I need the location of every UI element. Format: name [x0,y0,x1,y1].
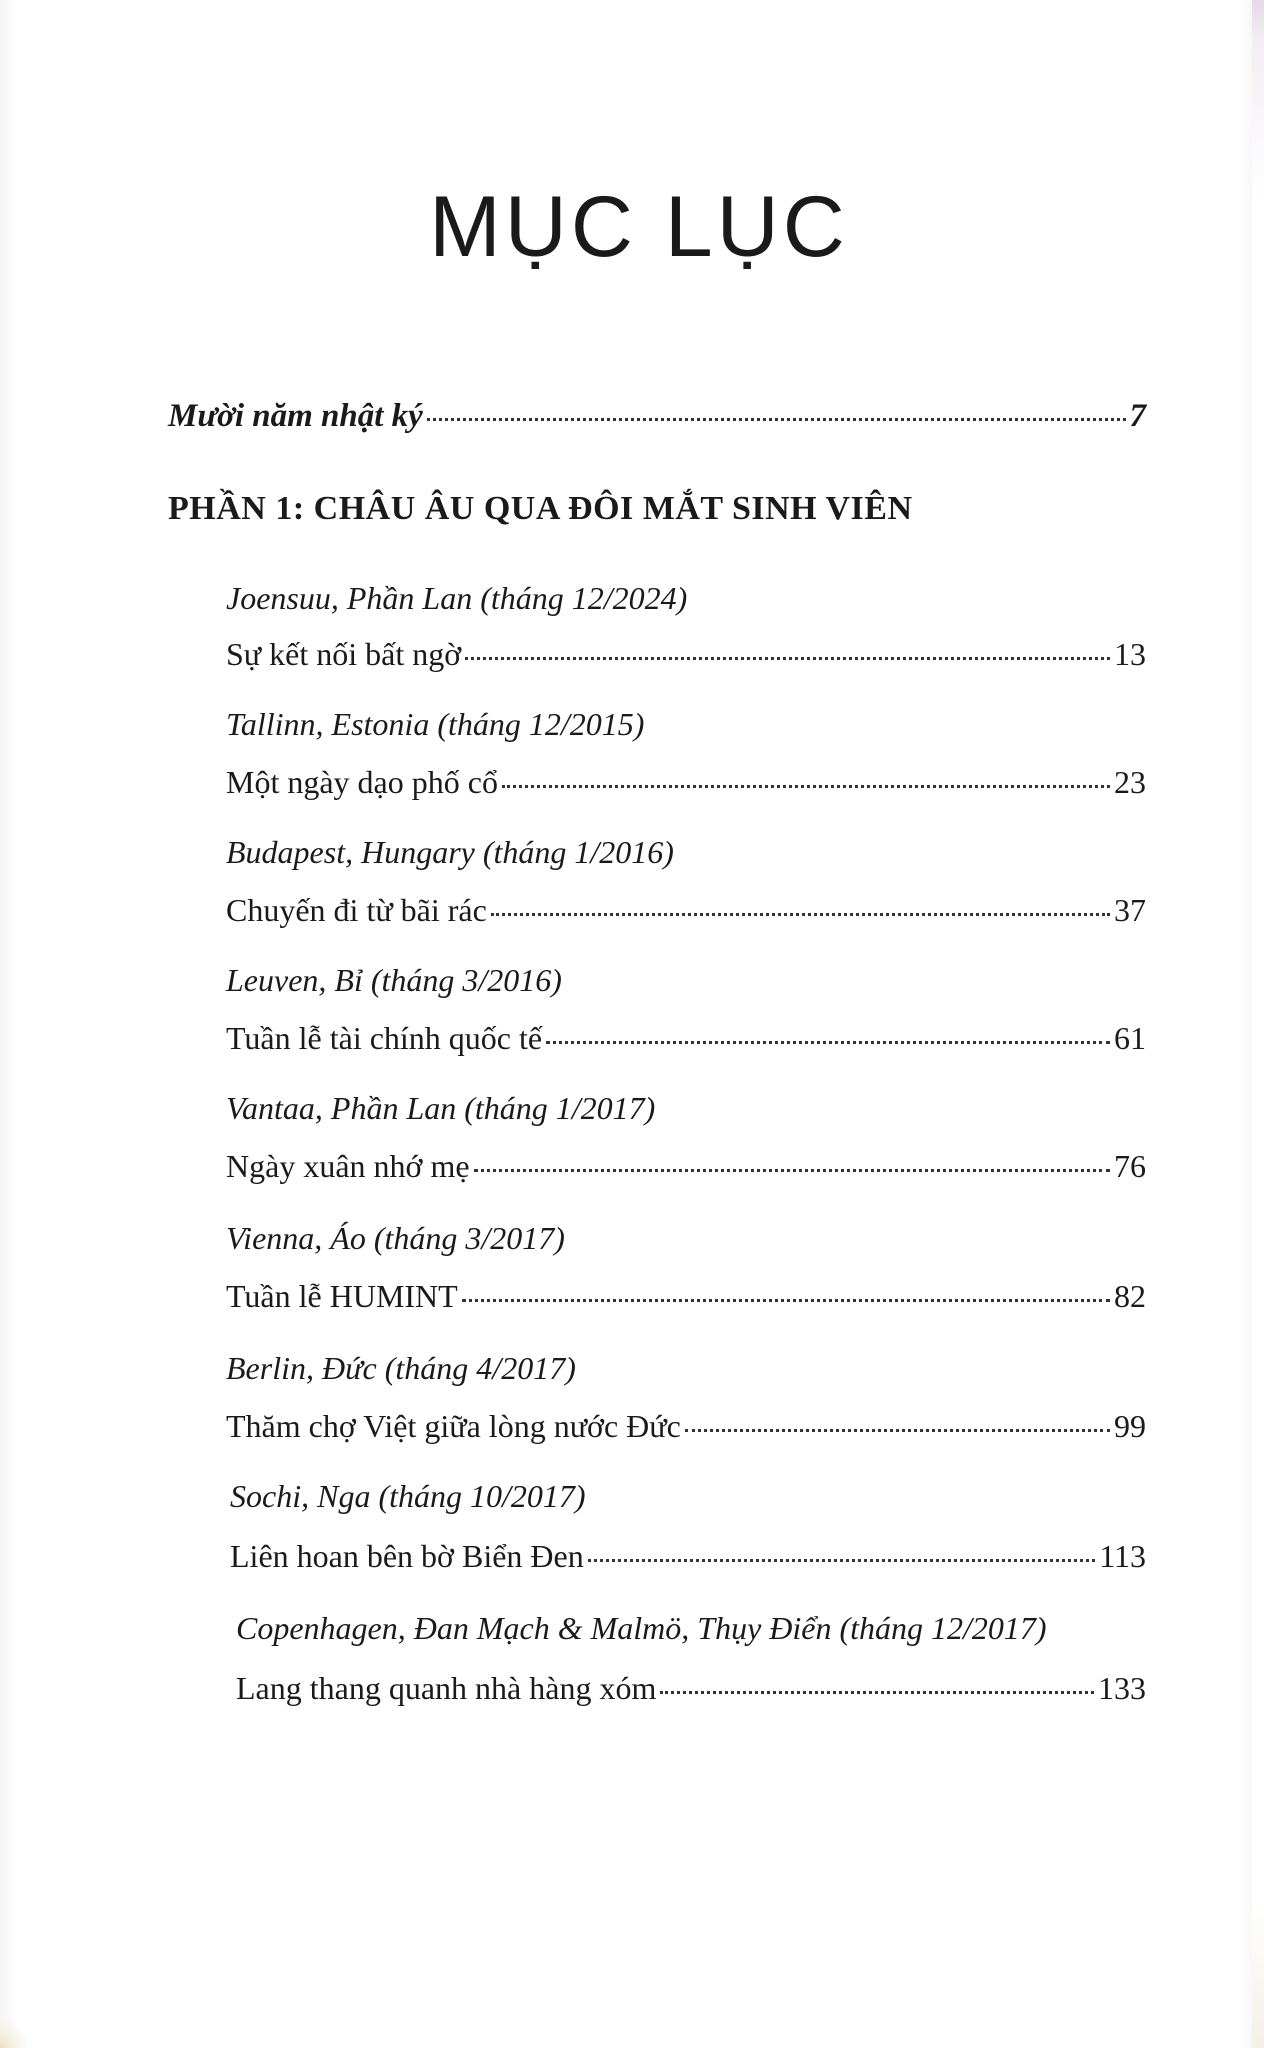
toc-location: Vantaa, Phần Lan (tháng 1/2017) [226,1090,656,1126]
page-edge [1252,0,1264,2048]
toc-page-number: 7 [1129,398,1146,434]
toc-chapter-title: Lang thang quanh nhà hàng xóm [236,1670,657,1706]
toc-chapter-title: Tuần lễ HUMINT [226,1278,458,1314]
toc-entry [226,764,1146,801]
toc-leader-dots [491,913,1110,916]
part-heading: PHẦN 1: CHÂU ÂU QUA ĐÔI MẮT SINH VIÊN [168,490,913,527]
toc-intro-label: Mười năm nhật ký [168,398,423,434]
toc-leader-dots [474,1169,1110,1172]
toc-location: Berlin, Đức (tháng 4/2017) [226,1350,576,1386]
toc-entry [226,1408,1146,1445]
toc-leader-dots [462,1299,1110,1302]
toc-leader-dots [546,1041,1110,1044]
toc-leader-dots [660,1691,1094,1694]
toc-page-number: 133 [1098,1670,1146,1706]
toc-page-number: 99 [1114,1408,1146,1444]
toc-leader-dots [588,1559,1095,1562]
toc-page-number: 13 [1114,636,1146,672]
toc-location: Tallinn, Estonia (tháng 12/2015) [226,706,645,742]
toc-leader-dots [685,1429,1110,1432]
toc-chapter-title: Tuần lễ tài chính quốc tế [226,1020,543,1056]
toc-entry [226,636,1146,673]
toc-location: Sochi, Nga (tháng 10/2017) [230,1478,586,1514]
toc-page-number: 61 [1114,1020,1146,1056]
toc-page-number: 113 [1099,1538,1146,1574]
toc-location: Leuven, Bỉ (tháng 3/2016) [226,962,562,998]
toc-entry [226,1278,1146,1315]
toc-chapter-title: Chuyến đi từ bãi rác [226,892,487,928]
toc-leader-dots [465,657,1110,660]
page-title: MỤC LỤC [429,179,849,275]
toc-location: Copenhagen, Đan Mạch & Malmö, Thụy Điển (tháng 12/2017) [236,1610,1047,1646]
toc-chapter-title: Sự kết nối bất ngờ [226,636,462,672]
toc-page-number: 76 [1114,1148,1146,1184]
toc-entry [226,892,1146,929]
toc-chapter-title: Ngày xuân nhớ mẹ [226,1148,470,1184]
toc-intro-entry [168,398,1146,435]
toc-location: Budapest, Hungary (tháng 1/2016) [226,834,674,870]
toc-location: Vienna, Áo (tháng 3/2017) [226,1220,565,1256]
toc-page-number: 37 [1114,892,1146,928]
toc-location: Joensuu, Phần Lan (tháng 12/2024) [226,580,688,616]
toc-page-number: 82 [1114,1278,1146,1314]
toc-entry [230,1538,1146,1575]
toc-entry [226,1020,1146,1057]
page-corner-mark [0,2018,40,2048]
toc-entry [236,1670,1146,1707]
toc-chapter-title: Thăm chợ Việt giữa lòng nước Đức [226,1408,681,1444]
toc-leader-dots [502,785,1110,788]
toc-page-number: 23 [1114,764,1146,800]
toc-chapter-title: Một ngày dạo phố cổ [226,764,498,800]
toc-leader-dots [427,418,1126,421]
toc-entry [226,1148,1146,1185]
toc-chapter-title: Liên hoan bên bờ Biển Đen [230,1538,584,1574]
